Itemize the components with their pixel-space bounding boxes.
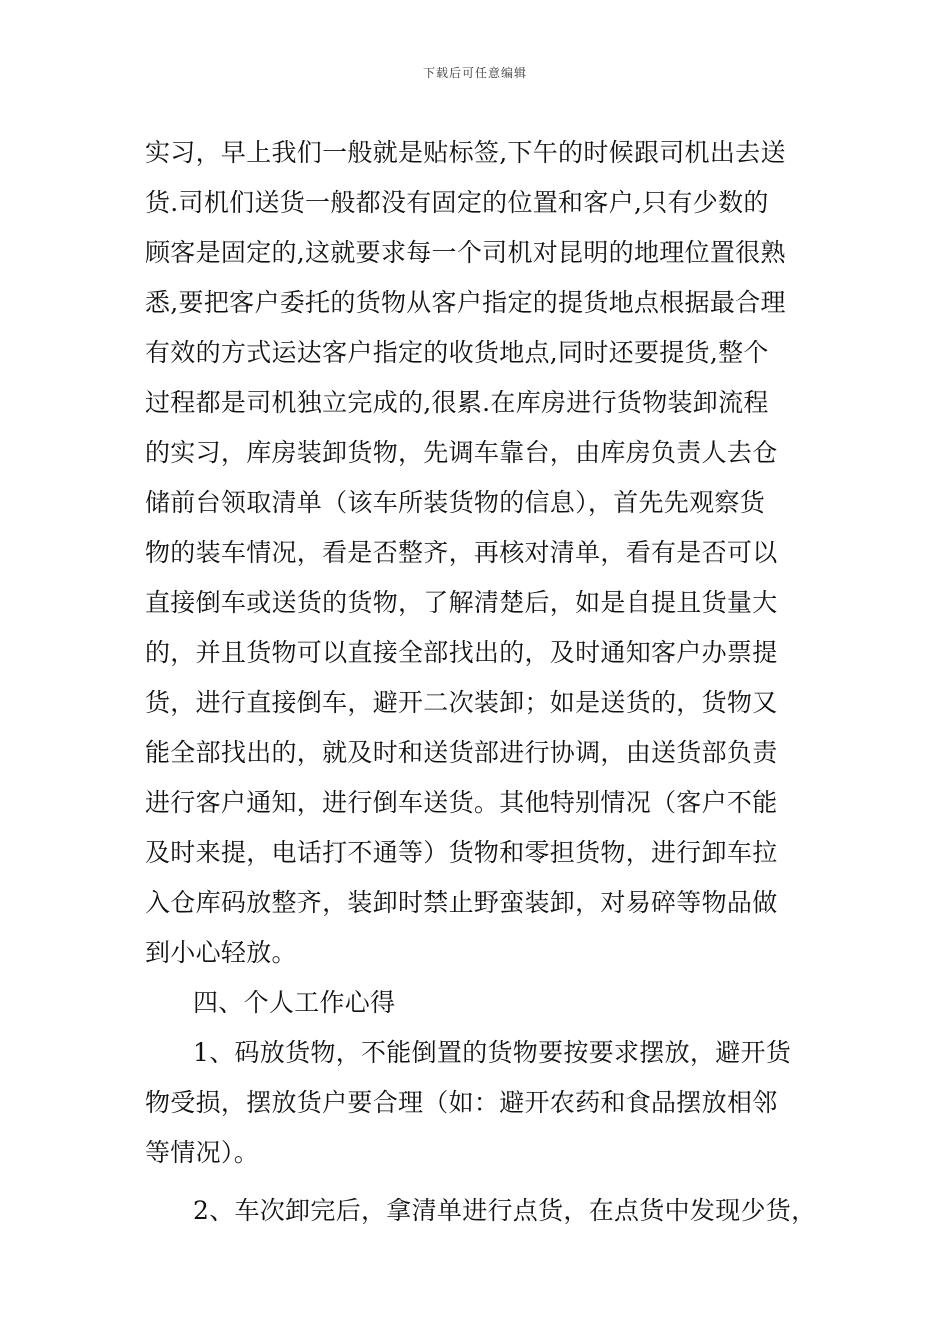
text-line: 过程都是司机独立完成的,很累.在库房进行货物装卸流程 bbox=[145, 388, 769, 417]
text-line: 进行客户通知，进行倒车送货。其他特别情况（客户不能 bbox=[145, 788, 778, 817]
paragraph-1 bbox=[145, 128, 810, 978]
text-line: 货.司机们送货一般都没有固定的位置和客户,只有少数的 bbox=[145, 188, 769, 217]
page-header: 下载后可任意编辑 bbox=[422, 66, 527, 80]
text-line: 能全部找出的，就及时和送货部进行协调，由送货部负责 bbox=[145, 738, 778, 767]
paragraph-gap bbox=[145, 1178, 810, 1186]
text-line: 等情况）。 bbox=[145, 1138, 260, 1167]
text-line: 到小心轻放。 bbox=[145, 938, 297, 967]
text-line: 顾客是固定的,这就要求每一个司机对昆明的地理位置很熟 bbox=[145, 238, 786, 267]
text-line: 及时来提，电话打不通等）货物和零担货物，进行卸车拉 bbox=[145, 838, 778, 867]
text-line: 入仓库码放整齐，装卸时禁止野蛮装卸，对易碎等物品做 bbox=[145, 888, 778, 917]
text-line: 有效的方式运达客户指定的收货地点,同时还要提货,整个 bbox=[145, 338, 769, 367]
text-line: 物受损，摆放货户要合理（如：避开农药和食品摆放相邻 bbox=[145, 1088, 778, 1117]
text-line: 实习，早上我们一般就是贴标签,下午的时候跟司机出去送 bbox=[145, 138, 786, 167]
list-item-1 bbox=[145, 1028, 810, 1178]
text-line: 直接倒车或送货的货物，了解清楚后，如是自提且货量大 bbox=[145, 588, 778, 617]
text-line: 储前台领取清单（该车所装货物的信息），首先先观察货 bbox=[145, 488, 766, 517]
list-item-2 bbox=[145, 1186, 817, 1236]
text-line: 的实习，库房装卸货物，先调车靠台，由库房负责人去仓 bbox=[145, 438, 778, 467]
document-body bbox=[145, 128, 817, 1236]
text-line: 悉,要把客户委托的货物从客户指定的提货地点根据最合理 bbox=[145, 288, 786, 317]
text-line: 货，进行直接倒车，避开二次装卸；如是送货的，货物又 bbox=[145, 688, 778, 717]
text-line: 2、车次卸完后，拿清单进行点货，在点货中发现少货， bbox=[193, 1196, 817, 1225]
text-line: 物的装车情况，看是否整齐，再核对清单，看有是否可以 bbox=[145, 538, 778, 567]
text-line: 的，并且货物可以直接全部找出的，及时通知客户办票提 bbox=[145, 638, 778, 667]
text-line: 1、码放货物，不能倒置的货物要按要求摆放，避开货 bbox=[193, 1038, 792, 1067]
section-heading-4: 四、个人工作心得 bbox=[193, 988, 396, 1017]
